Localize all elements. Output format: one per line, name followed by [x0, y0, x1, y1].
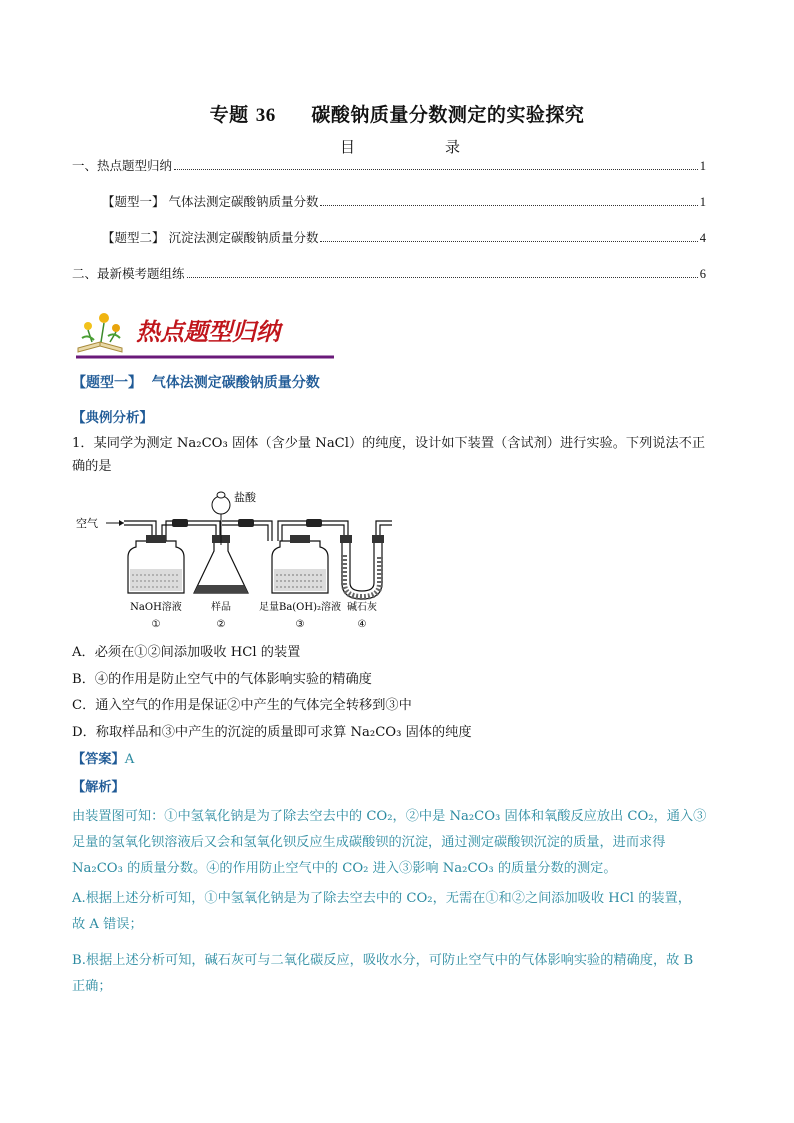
option-d: D．称取样品和③中产生的沉淀的质量即可求算 Na₂CO₃ 固体的纯度 — [72, 724, 472, 740]
title-prefix: 专题 — [209, 104, 249, 126]
toc-item[interactable] — [72, 156, 706, 174]
section-banner — [74, 308, 336, 360]
air-label: 空气 — [76, 517, 98, 530]
page-title — [0, 100, 794, 127]
analysis-line: 正确； — [72, 979, 112, 994]
toc-leader — [187, 277, 698, 278]
toc-heading-left: 目 — [340, 138, 356, 156]
option-c: C．通入空气的作用是保证②中产生的气体完全转移到③中 — [72, 698, 412, 713]
analysis-label: 【解析】 — [72, 780, 125, 795]
apparatus-diagram — [72, 485, 412, 635]
toc-item[interactable] — [102, 192, 706, 210]
analysis-line: B.根据上述分析可知，碱石灰可与二氧化碳反应，吸收水分，可防止空气中的气体影响实验的精确度，故 B — [72, 953, 694, 968]
toc-page: 1 — [699, 195, 706, 209]
section-heading — [72, 372, 320, 392]
analysis-option-b — [72, 948, 724, 1000]
arrow-head-icon — [119, 520, 124, 526]
toc-leader — [174, 169, 698, 170]
analysis-option-a — [72, 886, 724, 938]
analysis-line: 足量的氢氧化钡溶液后又会和氢氧化钡反应生成碳酸钡的沉淀，通过测定碳酸钡沉淀的质量，进而求得 — [72, 835, 666, 850]
analysis-line: Na₂CO₃ 的质量分数。④的作用防止空气中的 CO₂ 进入③影响 Na₂CO₃ 的质量分数的测定。 — [72, 861, 617, 876]
analysis-line: A.根据上述分析可知，①中氢氧化钠是为了除去空去中的 CO₂，无需在①和②之间添加吸收 HCl 的装置， — [72, 891, 691, 906]
banner-text: 热点题型归纳 — [136, 318, 280, 346]
toc-page: 1 — [699, 159, 706, 173]
section-title: 气体法测定碳酸钠质量分数 — [151, 375, 320, 391]
title-number: 36 — [255, 105, 276, 126]
toc-label: 【题型一】 气体法测定碳酸钠质量分数 — [102, 194, 319, 209]
acid-label: 盐酸 — [234, 491, 256, 504]
bottle-label: 足量Ba(OH)₂溶液 — [258, 602, 342, 613]
section-tag: 【题型一】 — [72, 375, 142, 391]
flask-sample — [194, 490, 257, 593]
bottle-label: 样品 — [211, 602, 231, 613]
bottle-label: 碱石灰 — [347, 602, 377, 613]
option-a: A．必须在①②间添加吸收 HCl 的装置 — [72, 645, 301, 660]
bottle-naoh — [128, 535, 184, 593]
toc-item[interactable] — [72, 264, 706, 282]
question-text — [72, 432, 724, 478]
title-text: 碳酸钠质量分数测定的实验探究 — [311, 104, 585, 126]
toc-leader — [320, 241, 697, 242]
answer — [72, 748, 724, 771]
analysis-line: 故 A 错误； — [72, 917, 143, 932]
bottle-baoh2 — [272, 535, 328, 593]
bottle-number: ③ — [295, 619, 305, 630]
u-tube-sodalime — [340, 535, 384, 599]
toc-label: 一、热点题型归纳 — [72, 158, 173, 173]
bottle-label: NaOH溶液 — [130, 602, 182, 613]
bottle-number: ④ — [357, 619, 367, 630]
answer-value: A — [124, 752, 135, 767]
toc-item[interactable] — [102, 228, 706, 246]
question-line: 确的是 — [72, 459, 112, 474]
bottle-number: ① — [151, 619, 161, 630]
toc-heading — [340, 136, 460, 157]
toc-label: 【题型二】 沉淀法测定碳酸钠质量分数 — [102, 230, 319, 245]
example-heading: 【典例分析】 — [72, 410, 153, 426]
analysis-line: 由装置图可知：①中氢氧化钠是为了除去空去中的 CO₂，②中是 Na₂CO₃ 固体和氧酸反应放出 CO₂，通入③ — [72, 809, 707, 824]
toc-leader — [320, 205, 697, 206]
book-flower-icon — [74, 308, 336, 360]
answer-label: 【答案】 — [72, 752, 125, 767]
toc-page: 6 — [699, 267, 706, 281]
toc-label: 二、最新模考题组练 — [72, 266, 185, 281]
toc-heading-right: 录 — [444, 138, 460, 156]
question-line: 1．某同学为测定 Na₂CO₃ 固体（含少量 NaCl）的纯度，设计如下装置（含试剂）进行实验。下列说法不正 — [72, 436, 706, 451]
option-b: B．④的作用是防止空气中的气体影响实验的精确度 — [72, 671, 372, 687]
toc-page: 4 — [699, 231, 706, 245]
bottle-number: ② — [216, 619, 226, 630]
options-list — [72, 640, 724, 746]
analysis-paragraph — [72, 804, 724, 882]
